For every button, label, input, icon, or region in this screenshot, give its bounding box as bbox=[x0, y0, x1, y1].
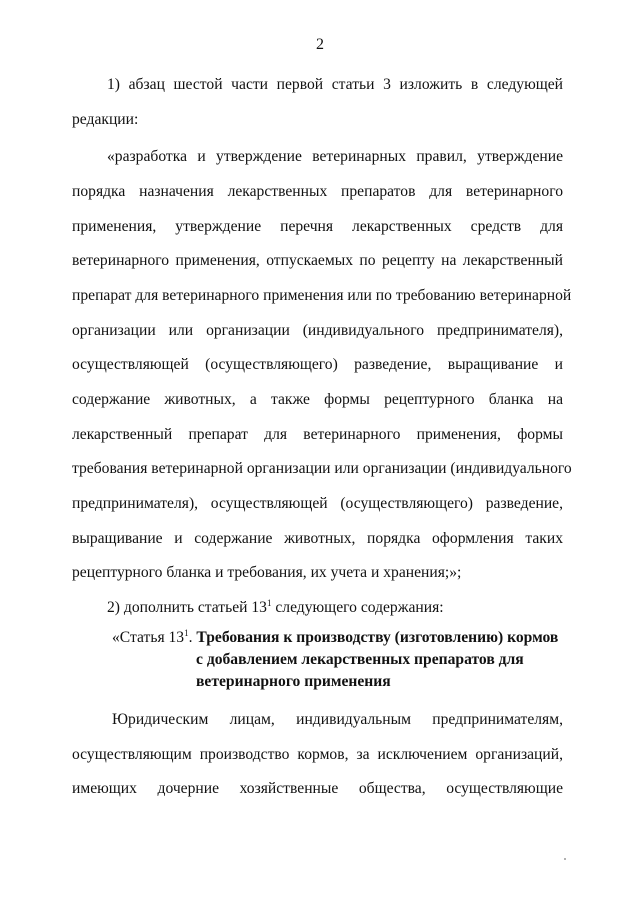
quote-line-3: применения, утверждение перечня лекарственных средств для bbox=[72, 218, 563, 235]
body-line-3: имеющих дочерние хозяйственные общества, осуществляющие bbox=[72, 780, 563, 797]
quote-line-5: препарат для ветеринарного применения или по требованию ветеринарной bbox=[72, 287, 572, 304]
quote-line-12: выращивание и содержание животных, порядка оформления таких bbox=[72, 530, 563, 547]
quote-line-9: лекарственный препарат для ветеринарного применения, формы bbox=[72, 426, 563, 443]
quote-line-4: ветеринарного применения, отпускаемых по рецепту на лекарственный bbox=[72, 252, 563, 269]
paragraph-1-line-1: 1) абзац шестой части первой статьи 3 изложить в следующей bbox=[107, 76, 563, 93]
quote-line-1: «разработка и утверждение ветеринарных правил, утверждение bbox=[107, 148, 563, 165]
quote-line-6: организации или организации (индивидуального предпринимателя), bbox=[72, 322, 563, 339]
body-line-2: осуществляющим производство кормов, за исключением организаций, bbox=[72, 746, 563, 763]
quote-line-10: требования ветеринарной организации или организации (индивидуального bbox=[72, 460, 572, 477]
article-title-line-2: с добавлением лекарственных препаратов для bbox=[196, 651, 524, 668]
page-number: 2 bbox=[316, 36, 324, 53]
item-2-after: следующего содержания: bbox=[271, 599, 444, 616]
item-2-line bbox=[107, 597, 563, 619]
article-prefix: «Статья 13 bbox=[112, 629, 185, 646]
quote-line-7: осуществляющей (осуществляющего) разведение, выращивание и bbox=[72, 356, 563, 373]
quote-line-2: порядка назначения лекарственных препаратов для ветеринарного bbox=[72, 183, 563, 200]
article-sup: 1 bbox=[184, 627, 189, 638]
quote-line-13: рецептурного бланка и требования, их учета и хранения;»; bbox=[72, 564, 462, 581]
paragraph-1-line-2: редакции: bbox=[72, 111, 139, 128]
article-heading-row-1 bbox=[112, 627, 572, 649]
scan-speck bbox=[564, 858, 566, 860]
body-line-1: Юридическим лицам, индивидуальным предпринимателям, bbox=[112, 711, 563, 728]
quote-line-11: предпринимателя), осуществляющей (осуществляющего) разведение, bbox=[72, 495, 563, 512]
article-title-line-3: ветеринарного применения bbox=[196, 673, 391, 690]
article-dot: . bbox=[188, 629, 193, 646]
item-2-before: 2) дополнить статьей 13 bbox=[107, 599, 267, 616]
quote-line-8: содержание животных, а также формы рецептурного бланка на bbox=[72, 391, 563, 408]
item-2-sup: 1 bbox=[266, 597, 272, 608]
article-heading bbox=[112, 627, 572, 693]
article-title-line-1: Требования к производству (изготовлению) кормов bbox=[196, 629, 559, 646]
